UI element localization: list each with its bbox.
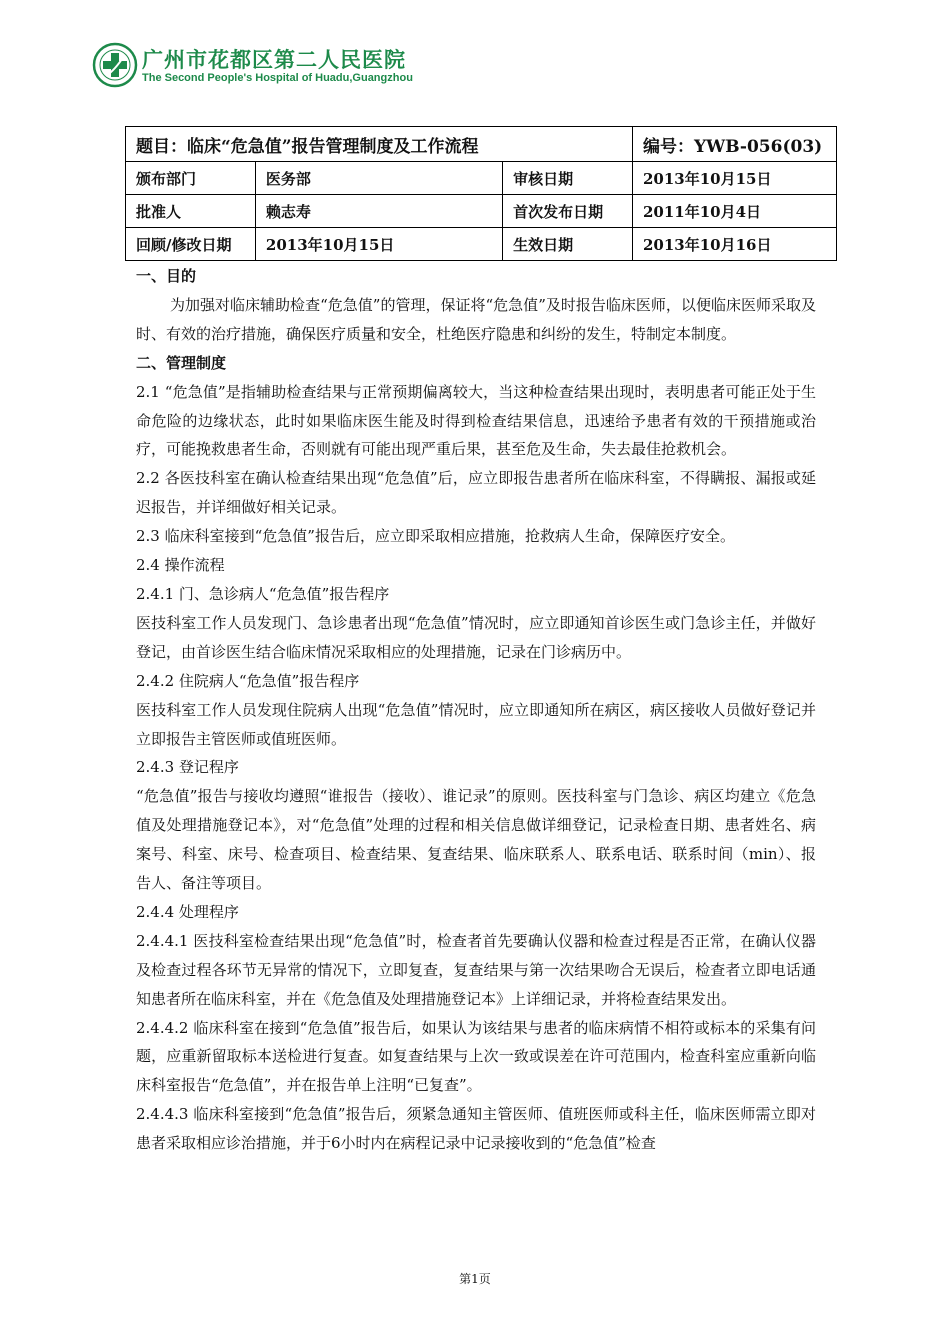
dept-value: 医务部 — [255, 162, 502, 195]
paragraph: “危急值”报告与接收均遵照“谁报告（接收）、谁记录”的原则。医技科室与门急诊、病区均建立《危急值及处理措施登记本》，对“危急值”处理的过程和相关信息做详细登记，记录检查日期、患者姓名、病案号、科室、床号、检查项目、检查结果、复查结果、临床联系人、联系电话、联系时间（min）、报告人、备注等项目。 — [136, 787, 816, 893]
paragraph: 2.1 “危急值”是指辅助检查结果与正常预期偏离较大，当这种检查结果出现时，表明患者可能正处于生命危险的边缘状态，此时如果临床医生能及时得到检查结果信息，迅速给予患者有效的干预措施或治疗，可能挽救患者生命，否则就有可能出现严重后果，甚至危及生命，失去最佳抢救机会。 — [136, 382, 816, 459]
subheading: 2.4.2 住院病人“危急值”报告程序 — [136, 671, 360, 690]
document-body — [136, 262, 816, 1158]
page-number: 第1页 — [459, 1272, 491, 1286]
table-row — [126, 228, 837, 261]
review-date-value: 2013年10月15日 — [633, 162, 837, 195]
title-row — [126, 127, 837, 162]
approver-label: 批准人 — [126, 195, 256, 228]
first-publish-value: 2011年10月4日 — [633, 195, 837, 228]
revise-date-label: 回顾/修改日期 — [126, 228, 256, 261]
paragraph: 2.4.4.1 医技科室检查结果出现“危急值”时，检查者首先要确认仪器和检查过程是否正常，在确认仪器及检查过程各环节无异常的情况下，立即复查，复查结果与第一次结果吻合无误后，检查者立即电话通知患者所在临床科室，并在《危急值及处理措施登记本》上详细记录，并将检查结果发出。 — [136, 931, 816, 1008]
paragraph: 2.3 临床科室接到“危急值”报告后，应立即采取相应措施，抢救病人生命，保障医疗安全。 — [136, 527, 735, 546]
hospital-logo-icon — [92, 42, 138, 88]
paragraph: 2.4.4.3 临床科室接到“危急值”报告后，须紧急通知主管医师、值班医师或科主任，临床医师需立即对患者采取相应诊治措施，并于6小时内在病程记录中记录接收到的“危急值”检查 — [136, 1105, 816, 1153]
table-row — [126, 195, 837, 228]
hospital-name-cn: 广州市花都区第二人民医院 — [142, 48, 406, 72]
paragraph: 医技科室工作人员发现住院病人出现“危急值”情况时，应立即通知所在病区，病区接收人员做好登记并立即报告主管医师或值班医师。 — [136, 700, 816, 748]
page-header — [92, 38, 512, 98]
paragraph: 2.4.4.2 临床科室在接到“危急值”报告后，如果认为该结果与患者的临床病情不相符或标本的采集有问题，应重新留取标本送检进行复查。如复查结果与上次一致或误差在许可范围内，检查科室应重新向临床科室报告“危急值”，并在报告单上注明“已复查”。 — [136, 1018, 816, 1095]
dept-label: 颁布部门 — [126, 162, 256, 195]
approver-value: 赖志寿 — [255, 195, 502, 228]
table-row — [126, 162, 837, 195]
review-date-label: 审核日期 — [503, 162, 633, 195]
document-info-table — [125, 126, 837, 261]
subheading: 2.4.1 门、急诊病人“危急值”报告程序 — [136, 584, 390, 603]
document-code: 编号：YWB-056(03) — [633, 127, 837, 162]
paragraph: 医技科室工作人员发现门、急诊患者出现“危急值”情况时，应立即通知首诊医生或门急诊主任，并做好登记，由首诊医生结合临床情况采取相应的处理措施，记录在门诊病历中。 — [136, 613, 816, 661]
paragraph: 2.2 各医技科室在确认检查结果出现“危急值”后，应立即报告患者所在临床科室，不得瞒报、漏报或延迟报告，并详细做好相关记录。 — [136, 469, 816, 517]
effective-date-value: 2013年10月16日 — [633, 228, 837, 261]
effective-date-label: 生效日期 — [503, 228, 633, 261]
section-heading-policy: 二、管理制度 — [136, 353, 227, 372]
subheading: 2.4.4 处理程序 — [136, 902, 239, 921]
section-heading-purpose: 一、目的 — [136, 267, 197, 285]
revise-date-value: 2013年10月15日 — [255, 228, 502, 261]
hospital-name-en: The Second People's Hospital of Huadu,Guangzhou — [142, 72, 413, 84]
subheading: 2.4.3 登记程序 — [136, 758, 239, 777]
first-publish-label: 首次发布日期 — [503, 195, 633, 228]
paragraph: 为加强对临床辅助检查“危急值”的管理，保证将“危急值”及时报告临床医师，以便临床医师采取及时、有效的治疗措施，确保医疗质量和安全，杜绝医疗隐患和纠纷的发生，特制定本制度。 — [136, 295, 816, 343]
subheading: 2.4 操作流程 — [136, 556, 225, 575]
document-title: 题目：临床“危急值”报告管理制度及工作流程 — [126, 127, 633, 162]
